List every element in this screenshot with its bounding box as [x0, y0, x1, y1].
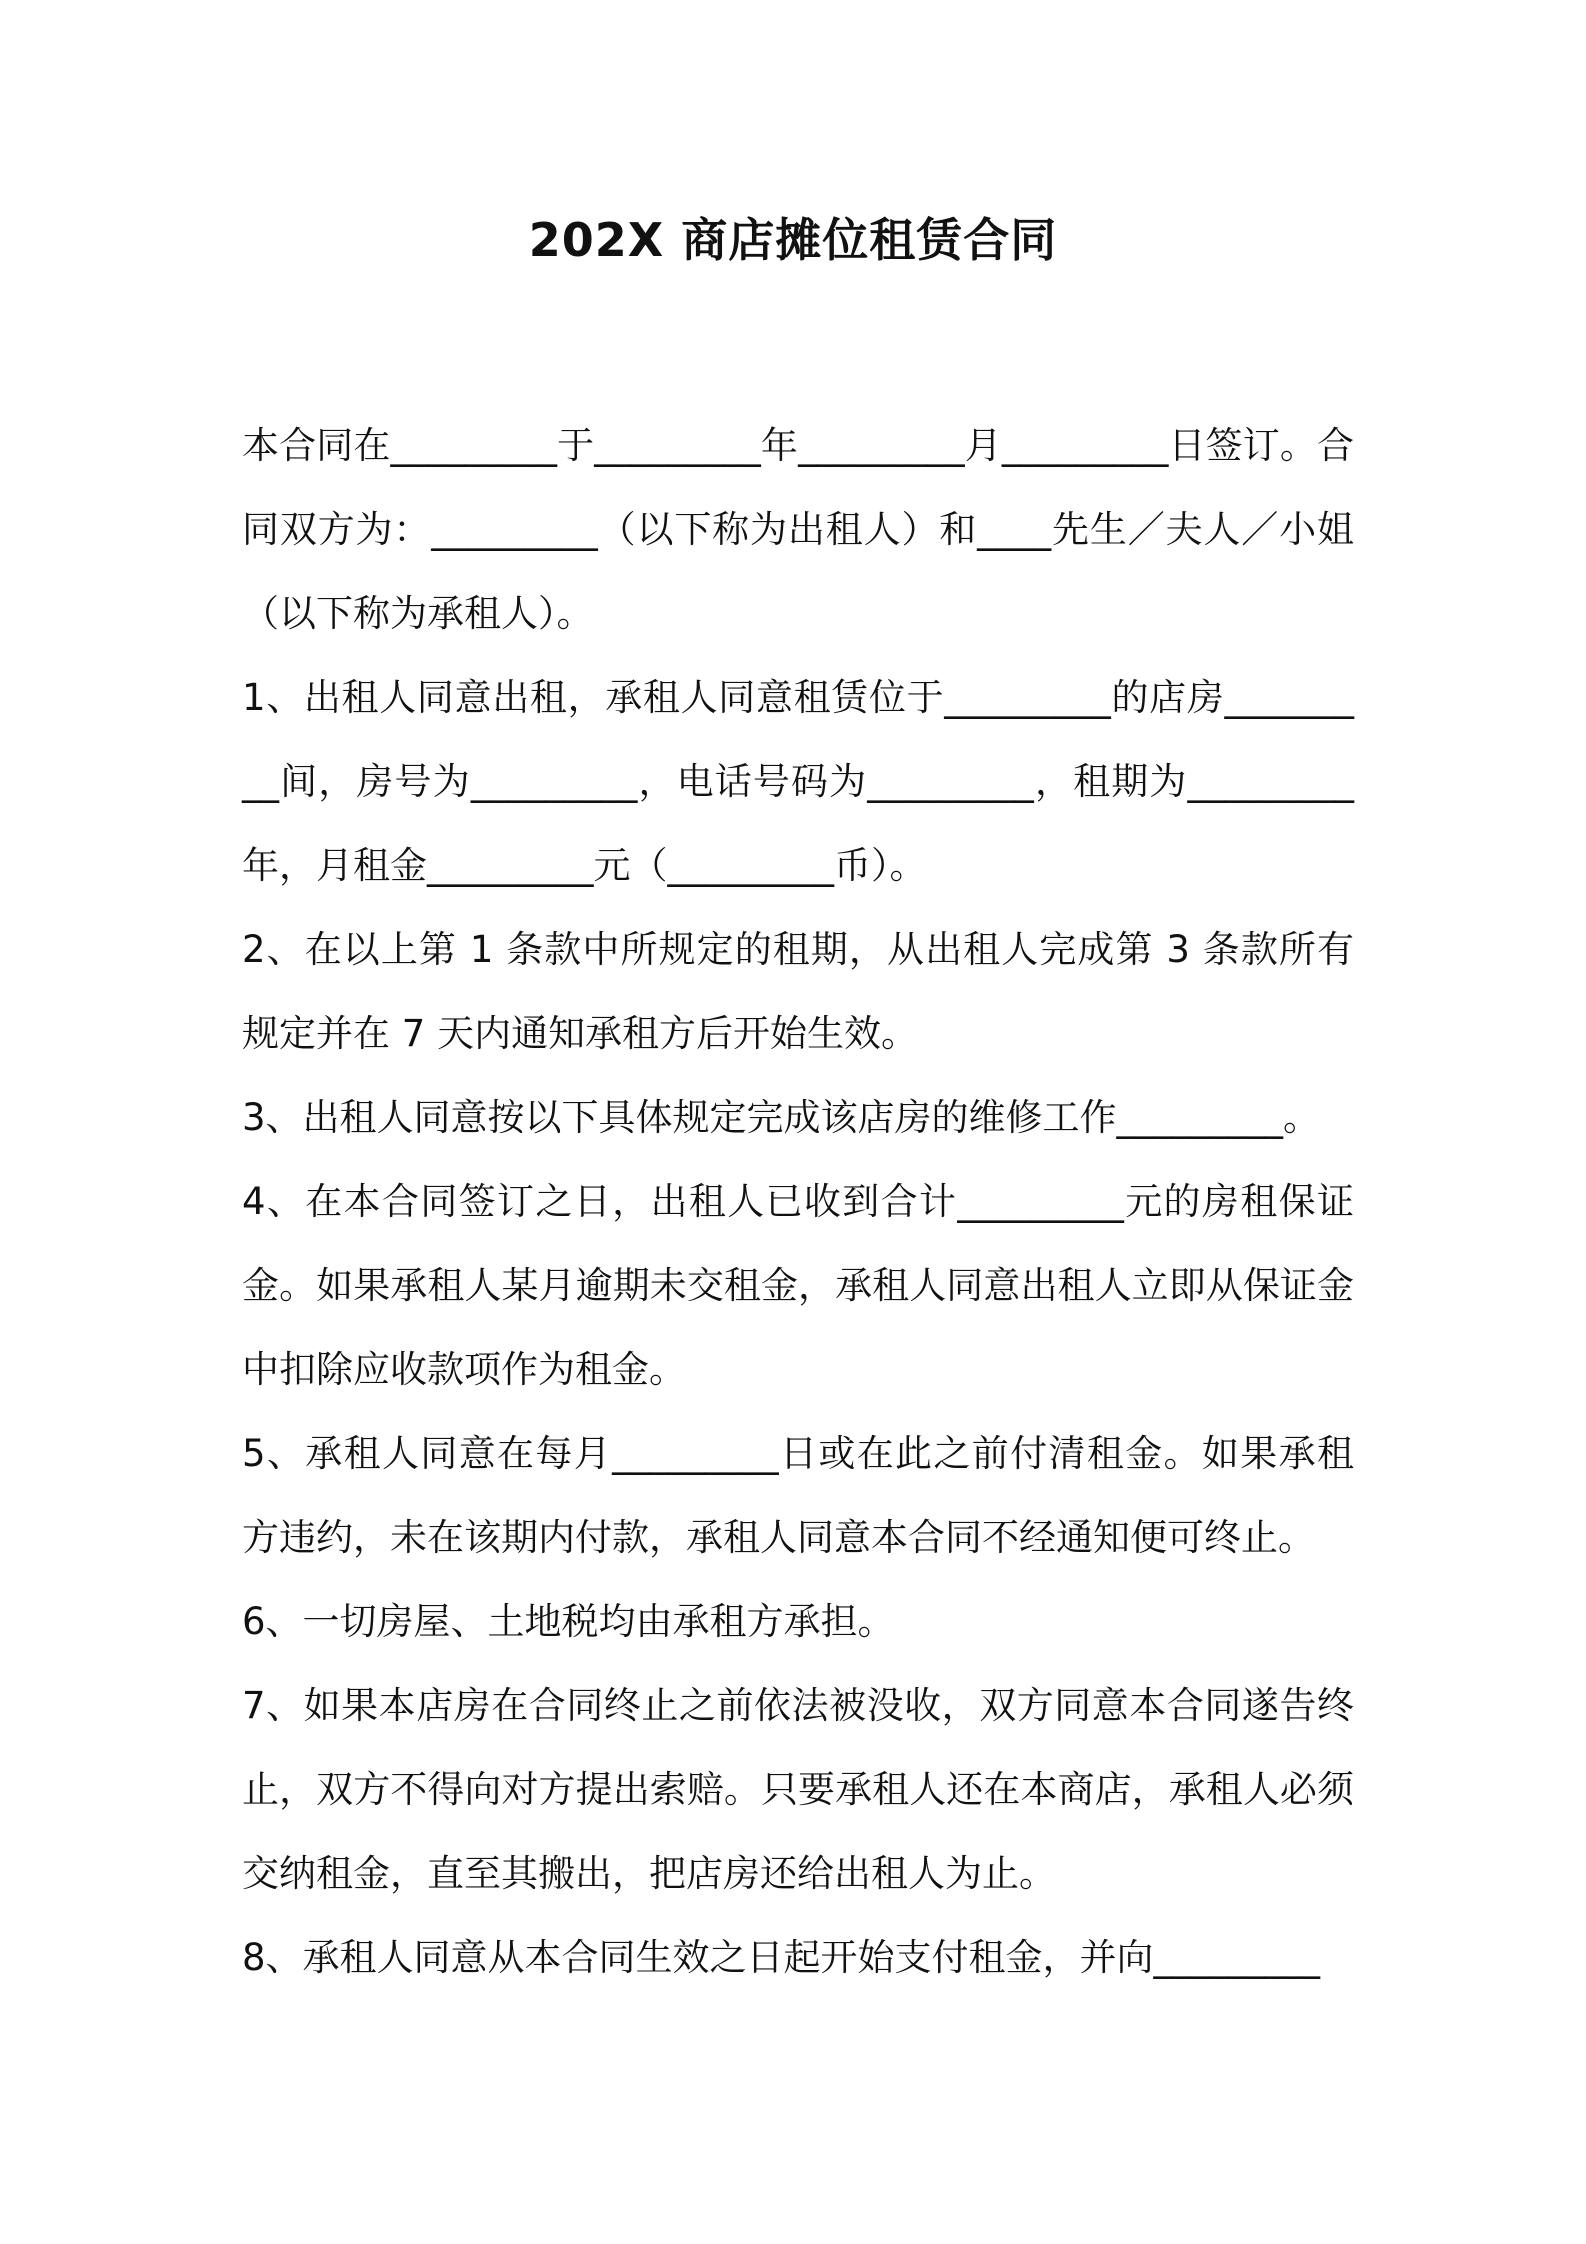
- clause-2: 2、在以上第 1 条款中所规定的租期，从出租人完成第 3 条款所有规定并在 7 天内通知承租方后开始生效。: [242, 928, 1354, 1055]
- clause-5: 5、承租人同意在每月_________日或在此之前付清租金。如果承租方违约，未在该期内付款，承租人同意本合同不经通知便可终止。: [242, 1432, 1354, 1559]
- clause-8: 8、承租人同意从本合同生效之日起开始支付租金，并向_________: [242, 1936, 1321, 1979]
- clause-1: 1、出租人同意出租，承租人同意租赁位于_________的店房_________间，房号为_________，电话号码为_________，租期为_________年，月租金_________元（_________币）。: [242, 676, 1354, 887]
- document-title: 202X 商店摊位租赁合同: [528, 213, 1058, 267]
- clause-3: 3、出租人同意按以下具体规定完成该店房的维修工作_________。: [242, 1096, 1321, 1139]
- contract-body: [242, 404, 1354, 2000]
- clause-6: 6、一切房屋、土地税均由承租方承担。: [242, 1600, 895, 1643]
- intro-paragraph: 本合同在_________于_________年_________月_________日签订。合同双方为：_________（以下称为出租人）和____先生／夫人／小姐（以下称为承租人）。: [242, 424, 1354, 635]
- clause-4: 4、在本合同签订之日，出租人已收到合计_________元的房租保证金。如果承租人某月逾期未交租金，承租人同意出租人立即从保证金中扣除应收款项作为租金。: [242, 1180, 1354, 1391]
- clause-7: 7、如果本店房在合同终止之前依法被没收，双方同意本合同遂告终止，双方不得向对方提出索赔。只要承租人还在本商店，承租人必须交纳租金，直至其搬出，把店房还给出租人为止。: [242, 1684, 1354, 1895]
